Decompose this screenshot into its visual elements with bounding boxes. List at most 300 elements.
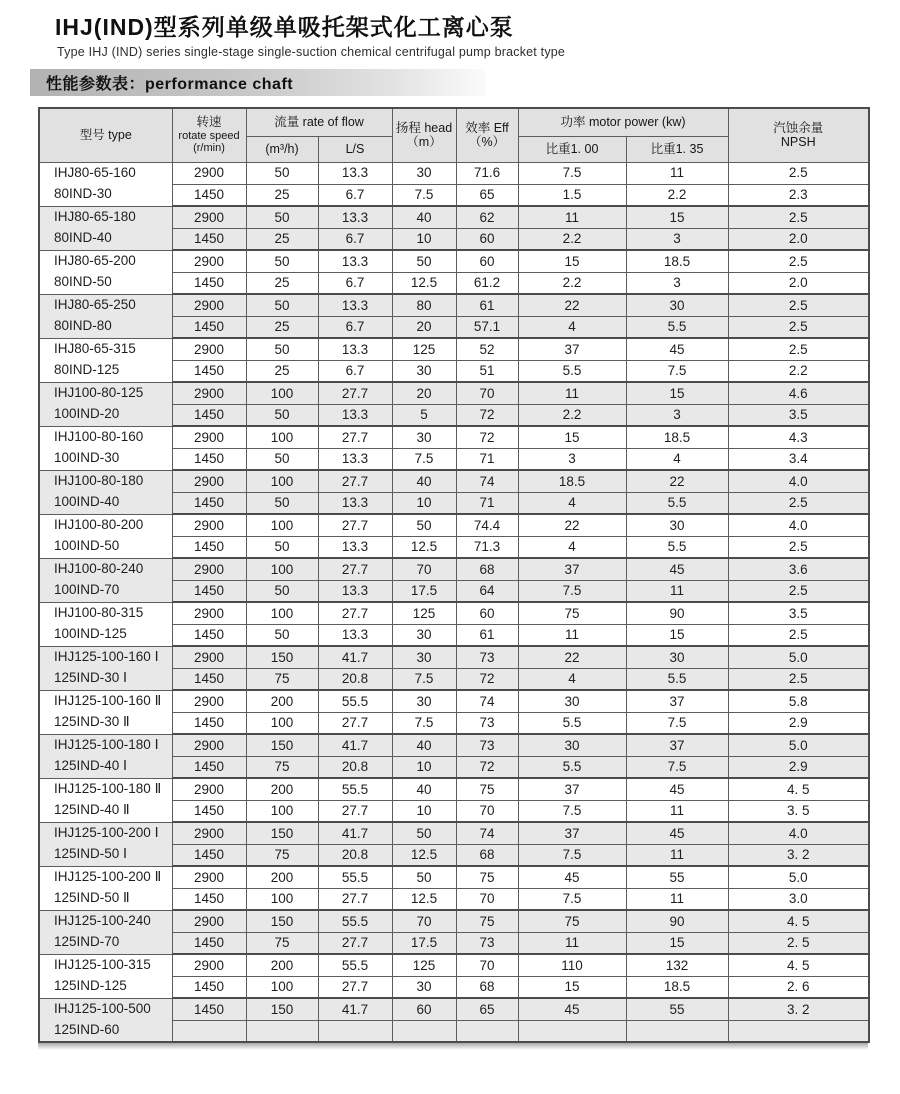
value-cell: 2900	[172, 646, 246, 668]
value-cell: 7.5	[392, 184, 456, 206]
value-cell: 3. 2	[728, 844, 869, 866]
value-cell: 45	[626, 778, 728, 800]
value-cell: 13.3	[318, 536, 392, 558]
value-cell: 2.2	[518, 404, 626, 426]
value-cell: 5.5	[626, 668, 728, 690]
value-cell: 25	[246, 184, 318, 206]
value-cell	[518, 1020, 626, 1042]
value-cell: 2.5	[728, 338, 869, 360]
pump-type-cell	[39, 602, 172, 646]
value-cell: 55	[626, 998, 728, 1020]
value-cell: 2.2	[518, 228, 626, 250]
value-cell: 200	[246, 954, 318, 976]
col-header-flow-m3h: (m³/h)	[246, 136, 318, 162]
value-cell: 41.7	[318, 998, 392, 1020]
section-label: 性能参数表：performance chaft	[46, 76, 294, 93]
pump-type-cell	[39, 426, 172, 470]
value-cell: 100	[246, 712, 318, 734]
value-cell: 3.4	[728, 448, 869, 470]
value-cell: 2900	[172, 602, 246, 624]
value-cell: 125	[392, 602, 456, 624]
value-cell: 7.5	[392, 448, 456, 470]
col-header-npsh-zh: 汽蚀余量	[773, 120, 824, 135]
value-cell: 72	[456, 668, 518, 690]
value-cell: 1450	[172, 624, 246, 646]
value-cell: 7.5	[626, 712, 728, 734]
value-cell: 11	[626, 844, 728, 866]
value-cell: 72	[456, 404, 518, 426]
value-cell: 100	[246, 976, 318, 998]
value-cell: 75	[518, 910, 626, 932]
pump-type-cell	[39, 734, 172, 778]
pump-ind-code: 80IND-50	[54, 274, 112, 289]
value-cell: 75	[246, 932, 318, 954]
value-cell: 75	[456, 778, 518, 800]
value-cell: 20	[392, 316, 456, 338]
value-cell: 15	[626, 382, 728, 404]
table-row	[39, 954, 869, 976]
value-cell: 30	[626, 294, 728, 316]
value-cell	[246, 1020, 318, 1042]
value-cell: 25	[246, 360, 318, 382]
value-cell: 15	[518, 426, 626, 448]
value-cell: 27.7	[318, 976, 392, 998]
col-header-flow-ls: L/S	[318, 136, 392, 162]
value-cell: 2.5	[728, 316, 869, 338]
value-cell: 50	[246, 580, 318, 602]
value-cell: 125	[392, 338, 456, 360]
table-row	[39, 294, 869, 316]
value-cell: 15	[518, 250, 626, 272]
value-cell: 73	[456, 712, 518, 734]
value-cell: 5.5	[518, 712, 626, 734]
value-cell: 75	[456, 866, 518, 888]
value-cell: 50	[246, 492, 318, 514]
value-cell: 50	[246, 250, 318, 272]
value-cell: 2.5	[728, 294, 869, 316]
value-cell: 30	[392, 624, 456, 646]
value-cell: 30	[392, 426, 456, 448]
value-cell: 50	[246, 624, 318, 646]
value-cell: 2900	[172, 426, 246, 448]
pump-type-cell	[39, 690, 172, 734]
value-cell: 15	[626, 932, 728, 954]
value-cell: 5.0	[728, 734, 869, 756]
value-cell: 60	[456, 250, 518, 272]
value-cell: 200	[246, 866, 318, 888]
value-cell: 64	[456, 580, 518, 602]
pump-model-name: IHJ125-100-180 Ⅰ	[54, 737, 159, 753]
value-cell: 13.3	[318, 492, 392, 514]
pump-type-cell	[39, 470, 172, 514]
value-cell: 5.0	[728, 866, 869, 888]
value-cell: 30	[626, 646, 728, 668]
value-cell: 2900	[172, 778, 246, 800]
value-cell: 2.2	[728, 360, 869, 382]
value-cell: 25	[246, 316, 318, 338]
value-cell: 61	[456, 624, 518, 646]
value-cell: 27.7	[318, 602, 392, 624]
value-cell: 4.6	[728, 382, 869, 404]
pump-ind-code: 100IND-40	[54, 494, 120, 509]
value-cell: 10	[392, 492, 456, 514]
value-cell: 37	[518, 778, 626, 800]
pump-type-cell	[39, 162, 172, 206]
value-cell: 27.7	[318, 426, 392, 448]
col-header-head-label: 扬程 head	[395, 120, 453, 135]
value-cell: 80	[392, 294, 456, 316]
value-cell: 11	[626, 580, 728, 602]
value-cell: 125	[392, 954, 456, 976]
value-cell: 2900	[172, 954, 246, 976]
value-cell: 3. 2	[728, 998, 869, 1020]
value-cell: 2900	[172, 514, 246, 536]
page-subtitle: Type IHJ (IND) series single-stage single-suction chemical centrifugal pump bracket type	[57, 45, 566, 59]
value-cell: 3	[626, 228, 728, 250]
value-cell: 4.0	[728, 514, 869, 536]
value-cell: 71	[456, 448, 518, 470]
pump-model-name: IHJ125-100-315	[54, 957, 151, 973]
table-row	[39, 822, 869, 844]
table-row	[39, 470, 869, 492]
value-cell: 1450	[172, 184, 246, 206]
value-cell: 73	[456, 646, 518, 668]
value-cell: 2. 5	[728, 932, 869, 954]
value-cell: 6.7	[318, 272, 392, 294]
value-cell: 7.5	[518, 580, 626, 602]
value-cell: 2900	[172, 822, 246, 844]
value-cell: 6.7	[318, 360, 392, 382]
value-cell: 1450	[172, 404, 246, 426]
value-cell: 25	[246, 228, 318, 250]
value-cell: 15	[626, 206, 728, 228]
value-cell: 40	[392, 206, 456, 228]
pump-type-cell	[39, 778, 172, 822]
value-cell: 2900	[172, 470, 246, 492]
value-cell: 30	[626, 514, 728, 536]
col-header-type: 型号 type	[39, 108, 172, 162]
value-cell: 10	[392, 228, 456, 250]
pump-type-cell	[39, 646, 172, 690]
value-cell: 75	[456, 910, 518, 932]
value-cell: 3. 5	[728, 800, 869, 822]
value-cell: 68	[456, 976, 518, 998]
pump-type-cell	[39, 250, 172, 294]
value-cell: 27.7	[318, 712, 392, 734]
value-cell: 2900	[172, 910, 246, 932]
col-header-speed-en: rotate speed	[178, 129, 240, 142]
value-cell: 65	[456, 998, 518, 1020]
value-cell: 37	[518, 338, 626, 360]
value-cell: 27.7	[318, 514, 392, 536]
value-cell: 1.5	[518, 184, 626, 206]
value-cell: 13.3	[318, 448, 392, 470]
value-cell: 90	[626, 602, 728, 624]
col-header-eff-label: 效率 Eff	[465, 120, 509, 135]
value-cell: 30	[392, 690, 456, 712]
value-cell: 1450	[172, 272, 246, 294]
value-cell: 1450	[172, 580, 246, 602]
value-cell: 3.5	[728, 602, 869, 624]
value-cell: 2900	[172, 382, 246, 404]
value-cell: 30	[392, 646, 456, 668]
value-cell: 7.5	[392, 668, 456, 690]
value-cell: 3	[626, 272, 728, 294]
value-cell: 1450	[172, 228, 246, 250]
value-cell: 2.2	[626, 184, 728, 206]
col-header-eff	[456, 108, 518, 162]
value-cell: 60	[456, 228, 518, 250]
value-cell: 27.7	[318, 800, 392, 822]
pump-type-cell	[39, 338, 172, 382]
pump-model-name: IHJ100-80-200	[54, 517, 144, 533]
pump-type-cell	[39, 558, 172, 602]
pump-model-name: IHJ80-65-180	[54, 209, 136, 225]
value-cell: 18.5	[626, 250, 728, 272]
value-cell: 2.0	[728, 228, 869, 250]
value-cell: 60	[456, 602, 518, 624]
table-row	[39, 866, 869, 888]
value-cell: 12.5	[392, 536, 456, 558]
value-cell: 2. 6	[728, 976, 869, 998]
value-cell: 1450	[172, 998, 246, 1020]
value-cell: 5.5	[626, 316, 728, 338]
value-cell: 2.5	[728, 668, 869, 690]
value-cell	[626, 1020, 728, 1042]
value-cell: 61	[456, 294, 518, 316]
value-cell: 13.3	[318, 162, 392, 184]
value-cell: 1450	[172, 536, 246, 558]
value-cell: 13.3	[318, 404, 392, 426]
value-cell	[728, 1020, 869, 1042]
value-cell: 41.7	[318, 822, 392, 844]
table-header	[39, 108, 869, 162]
value-cell: 50	[392, 250, 456, 272]
value-cell: 200	[246, 690, 318, 712]
value-cell: 7.5	[626, 360, 728, 382]
value-cell: 1450	[172, 316, 246, 338]
value-cell: 50	[392, 822, 456, 844]
value-cell: 12.5	[392, 844, 456, 866]
value-cell: 4.0	[728, 822, 869, 844]
value-cell: 70	[456, 888, 518, 910]
pump-type-cell	[39, 998, 172, 1042]
value-cell: 30	[392, 976, 456, 998]
value-cell: 13.3	[318, 580, 392, 602]
value-cell: 200	[246, 778, 318, 800]
pump-ind-code: 125IND-40 Ⅱ	[54, 802, 130, 817]
value-cell: 12.5	[392, 272, 456, 294]
pump-model-name: IHJ80-65-315	[54, 341, 136, 357]
table-row	[39, 646, 869, 668]
value-cell: 3	[518, 448, 626, 470]
value-cell: 7.5	[518, 800, 626, 822]
value-cell: 52	[456, 338, 518, 360]
col-header-npsh	[728, 108, 869, 162]
value-cell: 100	[246, 602, 318, 624]
pump-model-name: IHJ125-100-160 Ⅰ	[54, 649, 159, 665]
col-header-speed-zh: 转速	[196, 115, 222, 130]
value-cell: 2.5	[728, 250, 869, 272]
value-cell: 13.3	[318, 206, 392, 228]
value-cell: 4	[626, 448, 728, 470]
pump-model-name: IHJ100-80-180	[54, 473, 144, 489]
value-cell: 100	[246, 426, 318, 448]
value-cell: 73	[456, 734, 518, 756]
pump-ind-code: 125IND-30 Ⅱ	[54, 714, 130, 729]
pump-ind-code: 125IND-70	[54, 934, 120, 949]
value-cell: 37	[518, 822, 626, 844]
table-row	[39, 382, 869, 404]
value-cell: 2900	[172, 250, 246, 272]
value-cell: 74	[456, 470, 518, 492]
value-cell: 27.7	[318, 558, 392, 580]
col-header-npsh-en: NPSH	[780, 135, 816, 150]
value-cell: 17.5	[392, 580, 456, 602]
value-cell: 75	[246, 668, 318, 690]
table-row	[39, 250, 869, 272]
value-cell: 55.5	[318, 954, 392, 976]
value-cell: 75	[518, 602, 626, 624]
value-cell: 2.9	[728, 712, 869, 734]
table-row	[39, 734, 869, 756]
value-cell: 2.5	[728, 536, 869, 558]
value-cell: 25	[246, 272, 318, 294]
value-cell: 3.6	[728, 558, 869, 580]
col-header-flow: 流量 rate of flow	[246, 108, 392, 136]
pump-ind-code: 100IND-125	[54, 626, 127, 641]
value-cell: 15	[626, 624, 728, 646]
value-cell: 100	[246, 558, 318, 580]
value-cell: 15	[518, 976, 626, 998]
value-cell: 2900	[172, 558, 246, 580]
pump-type-cell	[39, 294, 172, 338]
pump-type-cell	[39, 514, 172, 558]
value-cell: 2900	[172, 206, 246, 228]
value-cell: 2900	[172, 866, 246, 888]
value-cell: 1450	[172, 448, 246, 470]
value-cell: 17.5	[392, 932, 456, 954]
value-cell: 72	[456, 426, 518, 448]
value-cell: 70	[392, 558, 456, 580]
pump-ind-code: 125IND-50 Ⅰ	[54, 846, 128, 861]
pump-ind-code: 100IND-20	[54, 406, 120, 421]
value-cell: 50	[392, 866, 456, 888]
table-row	[39, 162, 869, 184]
pump-model-name: IHJ100-80-315	[54, 605, 144, 621]
value-cell: 1450	[172, 844, 246, 866]
value-cell: 7.5	[626, 756, 728, 778]
value-cell: 22	[518, 294, 626, 316]
value-cell: 41.7	[318, 646, 392, 668]
table-row	[39, 602, 869, 624]
value-cell: 2.0	[728, 272, 869, 294]
value-cell: 27.7	[318, 382, 392, 404]
value-cell: 150	[246, 734, 318, 756]
value-cell: 50	[392, 514, 456, 536]
pump-type-cell	[39, 382, 172, 426]
pump-model-name: IHJ125-100-240	[54, 913, 151, 929]
value-cell: 30	[392, 162, 456, 184]
value-cell: 30	[518, 734, 626, 756]
value-cell: 70	[456, 382, 518, 404]
pump-ind-code: 100IND-70	[54, 582, 120, 597]
value-cell: 65	[456, 184, 518, 206]
value-cell: 45	[518, 866, 626, 888]
value-cell: 55.5	[318, 690, 392, 712]
value-cell: 4. 5	[728, 910, 869, 932]
value-cell: 1450	[172, 976, 246, 998]
value-cell: 50	[246, 338, 318, 360]
pump-model-name: IHJ80-65-200	[54, 253, 136, 269]
pump-model-name: IHJ125-100-200 Ⅰ	[54, 825, 159, 841]
value-cell: 150	[246, 998, 318, 1020]
value-cell: 75	[246, 756, 318, 778]
value-cell: 50	[246, 448, 318, 470]
value-cell: 45	[518, 998, 626, 1020]
value-cell: 2900	[172, 690, 246, 712]
value-cell: 27.7	[318, 932, 392, 954]
value-cell: 50	[246, 294, 318, 316]
value-cell: 41.7	[318, 734, 392, 756]
value-cell: 5.5	[518, 360, 626, 382]
value-cell: 1450	[172, 668, 246, 690]
value-cell: 74	[456, 822, 518, 844]
value-cell: 11	[518, 206, 626, 228]
table-row	[39, 426, 869, 448]
value-cell: 11	[518, 624, 626, 646]
value-cell: 61.2	[456, 272, 518, 294]
value-cell: 30	[392, 360, 456, 382]
value-cell: 150	[246, 646, 318, 668]
pump-ind-code: 125IND-125	[54, 978, 127, 993]
pump-model-name: IHJ100-80-240	[54, 561, 144, 577]
col-header-sg100: 比重1. 00	[518, 136, 626, 162]
value-cell: 60	[392, 998, 456, 1020]
value-cell: 74.4	[456, 514, 518, 536]
value-cell: 50	[246, 162, 318, 184]
value-cell: 13.3	[318, 338, 392, 360]
pump-model-name: IHJ100-80-125	[54, 385, 144, 401]
value-cell: 5	[392, 404, 456, 426]
value-cell: 110	[518, 954, 626, 976]
value-cell: 45	[626, 822, 728, 844]
table-row	[39, 558, 869, 580]
page-title: IHJ(IND)型系列单级单吸托架式化工离心泵	[55, 14, 514, 40]
value-cell: 1450	[172, 888, 246, 910]
pump-type-cell	[39, 866, 172, 910]
table-row	[39, 206, 869, 228]
value-cell: 13.3	[318, 250, 392, 272]
value-cell: 1450	[172, 712, 246, 734]
value-cell: 6.7	[318, 184, 392, 206]
value-cell: 12.5	[392, 888, 456, 910]
value-cell: 50	[246, 536, 318, 558]
value-cell: 2.3	[728, 184, 869, 206]
value-cell: 27.7	[318, 470, 392, 492]
value-cell: 4	[518, 492, 626, 514]
pump-model-name: IHJ80-65-250	[54, 297, 136, 313]
value-cell: 71.3	[456, 536, 518, 558]
pump-ind-code: 100IND-30	[54, 450, 120, 465]
value-cell: 100	[246, 514, 318, 536]
pump-ind-code: 100IND-50	[54, 538, 120, 553]
value-cell: 1450	[172, 756, 246, 778]
col-header-head-unit: （m）	[406, 135, 442, 150]
performance-table	[38, 107, 870, 1043]
col-header-power: 功率 motor power (kw)	[518, 108, 728, 136]
value-cell: 45	[626, 558, 728, 580]
